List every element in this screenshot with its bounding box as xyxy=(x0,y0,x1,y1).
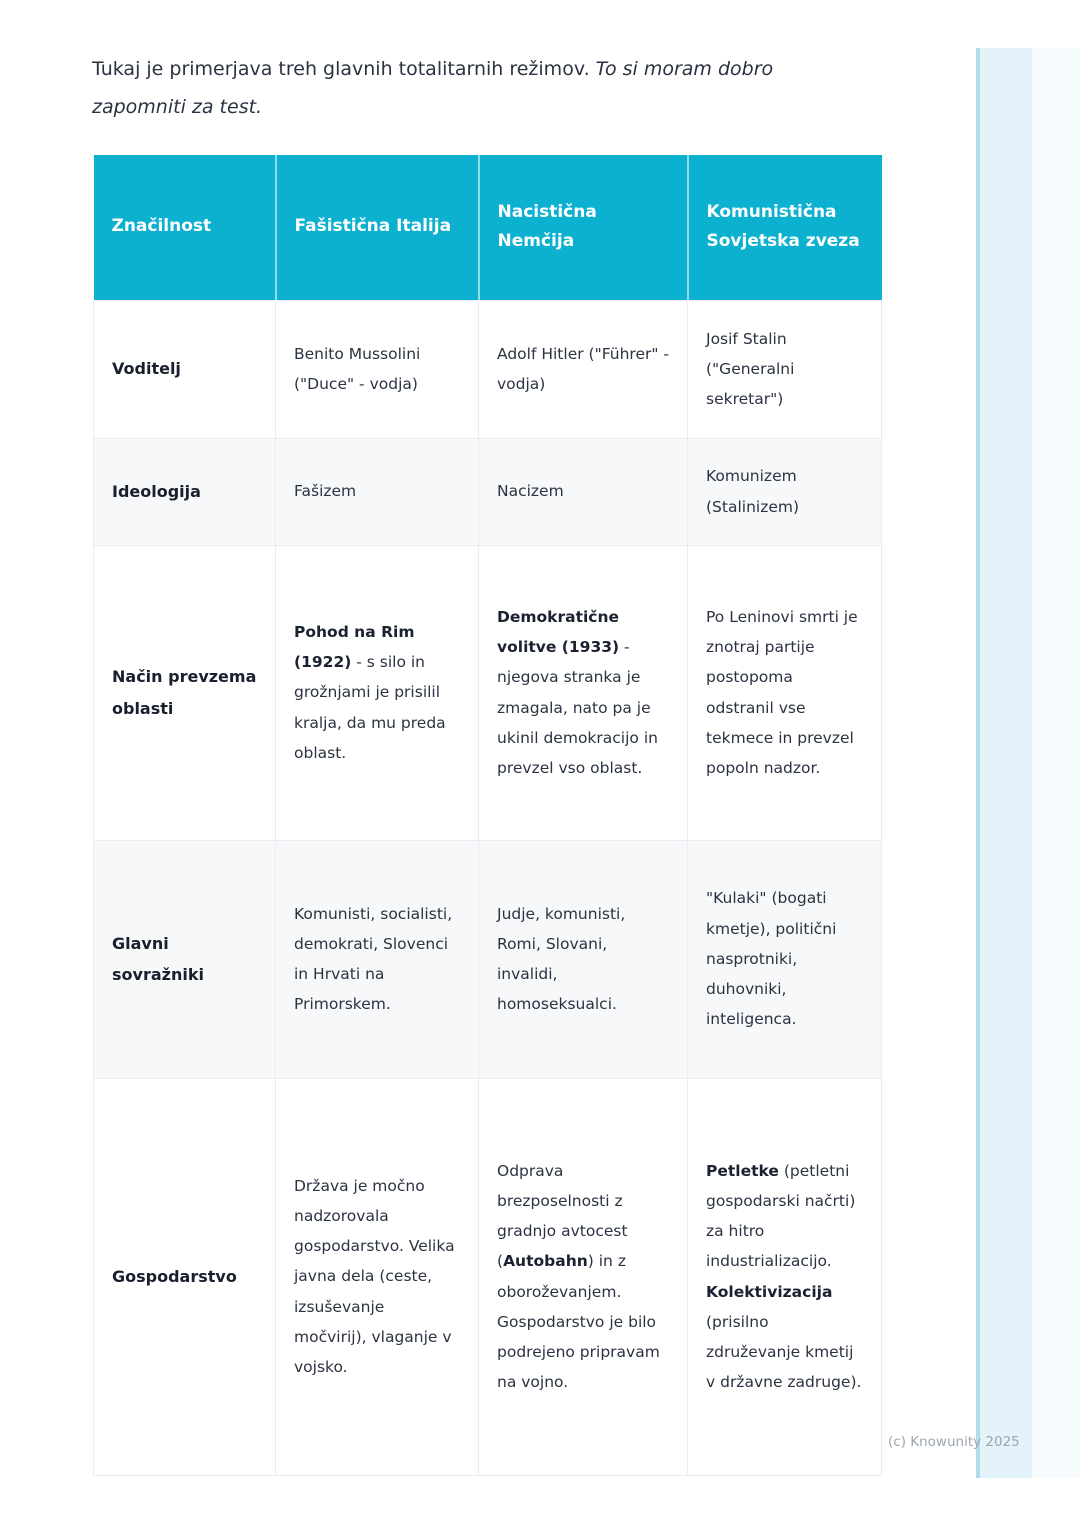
cell-bold-text: Demokratične volitve (1933) xyxy=(497,607,620,657)
cell-text: Josif Stalin ("Generalni sekretar") xyxy=(706,329,795,409)
intro-text-italic: To si moram dobro zapomniti za test. xyxy=(92,58,774,118)
table-cell xyxy=(479,545,688,840)
table-cell xyxy=(688,545,882,840)
cell-text: - s silo in grožnjami je prisilil kralja, da mu preda oblast. xyxy=(294,653,446,762)
cell-text: Judje, komunisti, Romi, Slovani, invalidi, homoseksualci. xyxy=(497,904,626,1014)
table-cell xyxy=(688,300,882,438)
table-cell xyxy=(688,1078,882,1475)
table-cell xyxy=(479,840,688,1078)
cell-bold-text: Pohod na Rim (1922) xyxy=(294,622,415,672)
accent-bar xyxy=(976,48,1032,1478)
row-label: Gospodarstvo xyxy=(94,1078,276,1475)
cell-text: (prisilno združevanje kmetij v državne zadruge). xyxy=(706,1312,862,1392)
table-row xyxy=(94,438,882,545)
accent-bar-outer xyxy=(1032,48,1080,1478)
cell-text: Nacizem xyxy=(497,482,564,501)
row-label: Voditelj xyxy=(94,300,276,438)
table-cell xyxy=(479,300,688,438)
cell-text: Adolf Hitler ("Führer" - vodja) xyxy=(497,344,670,393)
cell-text: Komunisti, socialisti, demokrati, Slovenci in Hrvati na Primorskem. xyxy=(294,904,453,1014)
table-cell xyxy=(479,438,688,545)
cell-text: "Kulaki" (bogati kmetje), politični nasprotniki, duhovniki, inteligenca. xyxy=(706,889,837,1029)
table-body xyxy=(94,300,882,1475)
cell-text: (petletni gospodarski načrti) za hitro industrializacijo. xyxy=(706,1161,856,1271)
cell-bold-text: Kolektivizacija xyxy=(706,1282,833,1301)
row-label: Glavni sovražniki xyxy=(94,840,276,1078)
intro-paragraph xyxy=(92,50,862,126)
table-cell xyxy=(276,438,479,545)
table-header xyxy=(94,155,882,300)
cell-text: ) in z oboroževanjem. Gospodarstvo je bilo podrejeno pripravam na vojno. xyxy=(497,1252,660,1392)
header-cell-nemcija: Nacistična Nemčija xyxy=(479,155,688,300)
header-cell-znacilnost: Značilnost xyxy=(94,155,276,300)
comparison-table xyxy=(93,155,882,1476)
table-cell xyxy=(276,300,479,438)
cell-bold-text: Petletke xyxy=(706,1161,779,1180)
table-cell xyxy=(276,1078,479,1475)
table-cell xyxy=(276,840,479,1078)
cell-text: Benito Mussolini ("Duce" - vodja) xyxy=(294,344,421,393)
watermark: (c) Knowunity 2025 xyxy=(888,1434,1020,1450)
table-row xyxy=(94,300,882,438)
table-cell xyxy=(688,840,882,1078)
header-cell-sovjetska-zveza: Komunistična Sovjetska zveza xyxy=(688,155,882,300)
cell-text: Po Leninovi smrti je znotraj partije postopoma odstranil vse tekmece in prevzel popoln nadzor. xyxy=(706,607,858,777)
table-row xyxy=(94,1078,882,1475)
cell-text: Komunizem (Stalinizem) xyxy=(706,467,800,516)
row-label: Ideologija xyxy=(94,438,276,545)
header-row xyxy=(94,155,882,300)
table-row xyxy=(94,545,882,840)
table-cell xyxy=(688,438,882,545)
table-row xyxy=(94,840,882,1078)
cell-text: Država je močno nadzorovala gospodarstvo. Velika javna dela (ceste, izsuševanje močvirij), vlaganje v vojsko. xyxy=(294,1176,455,1377)
header-cell-italija: Fašistična Italija xyxy=(276,155,479,300)
row-label: Način prevzema oblasti xyxy=(94,545,276,840)
table-cell xyxy=(276,545,479,840)
cell-bold-text: Autobahn xyxy=(503,1252,588,1271)
cell-text: - njegova stranka je zmagala, nato pa je ukinil demokracijo in prevzel vso oblast. xyxy=(497,638,658,777)
table-cell xyxy=(479,1078,688,1475)
cell-text: Odprava brezposelnosti z gradnjo avtocest ( xyxy=(497,1161,628,1271)
cell-text: Fašizem xyxy=(294,482,357,501)
intro-text: Tukaj je primerjava treh glavnih totalitarnih režimov. xyxy=(92,58,590,80)
